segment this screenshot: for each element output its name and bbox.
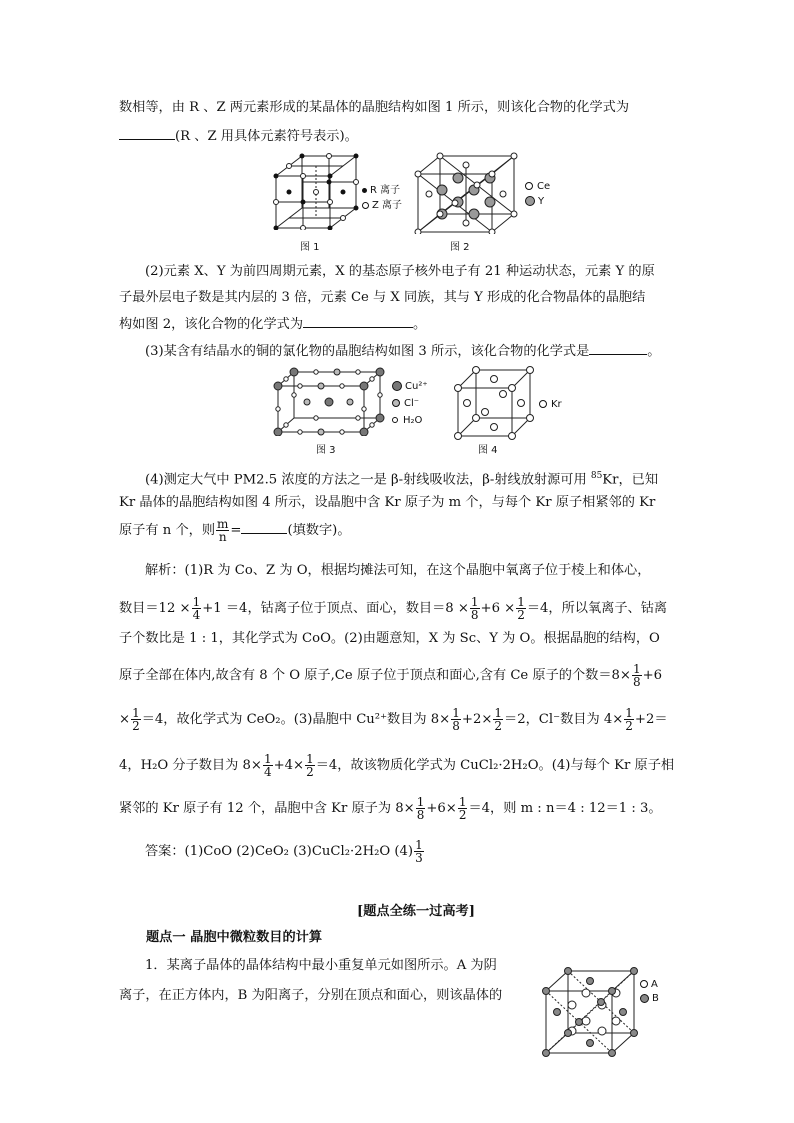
legend-ce: Ce xyxy=(525,181,550,192)
q1-line1: 数相等，由 R 、Z 两元素形成的某晶体的晶胞结构如图 1 所示，则该化合物的化学式为 xyxy=(119,100,630,115)
answer-blank xyxy=(303,313,413,328)
q1-line2-tail: (R 、Z 用具体元素符号表示)。 xyxy=(175,129,358,144)
topic-1-title: 题点一 晶胞中微粒数目的计算 xyxy=(146,930,323,945)
legend-b: B xyxy=(640,993,659,1004)
answer-blank xyxy=(589,340,647,355)
figure-4 xyxy=(452,364,534,440)
section-title: [题点全练一过高考] xyxy=(357,904,475,919)
exercise-1-line2: 离子，在正方体内，B 为阳离子，分别在顶点和面心，则该晶体的 xyxy=(119,988,503,1003)
answer-blank xyxy=(119,125,175,140)
figure-2-caption: 图 2 xyxy=(450,242,470,253)
legend-y: Y xyxy=(525,196,544,207)
legend-z-ion: Z 离子 xyxy=(362,196,402,211)
legend-a: A xyxy=(640,979,658,990)
analysis-line-7: 紧邻的 Kr 原子有 12 个，晶胞中含 Kr 原子为 8× $\frac{1}{8}$ +6× $\frac{1}{2}$ ＝4，则 m : n＝4 : 12＝1 : 3。 xyxy=(119,795,662,822)
analysis-line-3: 子个数比是 1 : 1，其化学式为 CoO。(2)由题意知，X 为 Sc、Y 为 O。根据晶胞的结构，O xyxy=(119,631,660,646)
figure-1-caption: 图 1 xyxy=(300,242,320,253)
legend-h2o: H₂O xyxy=(392,415,422,426)
legend-cl: Cl⁻ xyxy=(392,398,419,409)
figure-1 xyxy=(270,150,365,230)
q4-line3: 原子有 n 个，则 $\frac{m}{n}$ = (填数字)。 xyxy=(119,517,351,544)
figure-3 xyxy=(272,366,388,436)
analysis-line-2: 数目＝12 × $\frac{1}{4}$ +1 ＝4，钴离子位于顶点、面心，数目＝8 × $\frac{1}{8}$ +6 × $\frac{1}{2}$ ＝4，所以氧离子、钴离 xyxy=(119,595,668,622)
figure-4-caption: 图 4 xyxy=(478,445,498,456)
exercise-1-line1: 1．某离子晶体的晶体结构中最小重复单元如图所示。A 为阴 xyxy=(145,958,497,973)
q2-line2: 子最外层电子数是其内层的 3 倍，元素 Ce 与 X 同族，其与 Y 形成的化合物晶体的晶胞结 xyxy=(119,290,646,305)
legend-cu: Cu²⁺ xyxy=(392,381,428,392)
figure-2 xyxy=(412,152,522,234)
q4-line2: Kr 晶体的晶胞结构如图 4 所示，设晶胞中含 Kr 原子为 m 个，与每个 Kr 原子相紧邻的 Kr xyxy=(119,495,656,510)
legend-r-ion: R 离子 xyxy=(362,181,400,196)
q2-line1: (2)元素 X、Y 为前四周期元素，X 的基态原子核外电子有 21 种运动状态，元素 Y 的原 xyxy=(145,264,655,279)
q4-line1: (4)测定大气中 PM2.5 浓度的方法之一是 β-射线吸收法，β-射线放射源可用 $^{85}$Kr，已知 xyxy=(145,471,659,488)
legend-kr: Kr xyxy=(539,399,562,410)
q1-line2 xyxy=(119,125,358,147)
q2-line3: 构如图 2，该化合物的化学式为 。 xyxy=(119,313,426,335)
figure-3-caption: 图 3 xyxy=(316,445,336,456)
answer-line: 答案：(1)CoO (2)CeO₂ (3)CuCl₂·2H₂O (4) $\frac{1}{3}$ xyxy=(145,838,423,865)
analysis-line-5: × $\frac{1}{2}$ ＝4，故化学式为 CeO₂。(3)晶胞中 Cu²⁺数目为 8× $\frac{1}{8}$ +2× $\frac{1}{2}$ ＝2，Cl⁻数目为 4× $\frac{1}{2}$ +2＝ xyxy=(119,706,668,733)
analysis-line-4: 原子全部在体内,故含有 8 个 O 原子,Ce 原子位于顶点和面心,含有 Ce 原子的个数＝8× $\frac{1}{8}$ +6 xyxy=(119,662,663,689)
answer-blank xyxy=(241,519,287,534)
analysis-line-1: 解析：(1)R 为 Co、Z 为 O，根据均摊法可知，在这个晶胞中氧离子位于棱上和体心， xyxy=(145,563,651,578)
analysis-line-6: 4，H₂O 分子数目为 8× $\frac{1}{4}$ +4× $\frac{1}{2}$ ＝4，故该物质化学式为 CuCl₂·2H₂O。(4)与每个 Kr 原子相 xyxy=(119,752,675,779)
q3-line1: (3)某含有结晶水的铜的氯化物的晶胞结构如图 3 所示，该化合物的化学式是 。 xyxy=(145,340,660,362)
exercise-1-figure xyxy=(540,965,640,1057)
